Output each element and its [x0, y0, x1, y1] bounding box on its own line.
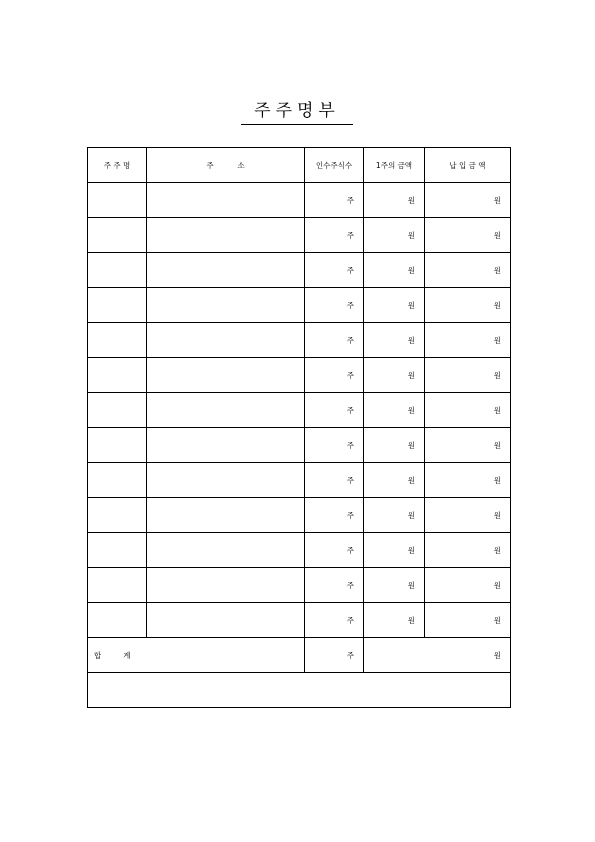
address-cell[interactable] [147, 393, 305, 428]
table-row [88, 358, 511, 393]
par-value-cell[interactable]: 원 [364, 253, 425, 288]
shares-cell[interactable]: 주 [305, 218, 364, 253]
header-paid-amount: 납 입 금 액 [425, 148, 511, 183]
shares-cell[interactable]: 주 [305, 358, 364, 393]
par-value-cell[interactable]: 원 [364, 218, 425, 253]
par-value-cell[interactable]: 원 [364, 498, 425, 533]
paid-amount-cell[interactable]: 원 [425, 603, 511, 638]
table-row [88, 288, 511, 323]
remarks-row [88, 673, 511, 708]
shares-cell[interactable]: 주 [305, 428, 364, 463]
address-cell[interactable] [147, 568, 305, 603]
address-cell[interactable] [147, 288, 305, 323]
total-label-second: 계 [123, 650, 131, 660]
name-cell[interactable] [88, 498, 147, 533]
table-row [88, 218, 511, 253]
name-cell[interactable] [88, 323, 147, 358]
paid-amount-cell[interactable]: 원 [425, 498, 511, 533]
address-cell[interactable] [147, 323, 305, 358]
paid-amount-cell[interactable]: 원 [425, 533, 511, 568]
table-row [88, 253, 511, 288]
name-cell[interactable] [88, 358, 147, 393]
shares-cell[interactable]: 주 [305, 603, 364, 638]
header-par-value: 1주의 금액 [364, 148, 425, 183]
shares-cell[interactable]: 주 [305, 568, 364, 603]
paid-amount-cell[interactable]: 원 [425, 463, 511, 498]
table-row [88, 323, 511, 358]
remarks-cell[interactable] [88, 673, 511, 708]
address-cell[interactable] [147, 463, 305, 498]
total-row [88, 638, 511, 673]
header-address: 주 소 [147, 148, 305, 183]
shares-cell[interactable]: 주 [305, 288, 364, 323]
par-value-cell[interactable]: 원 [364, 393, 425, 428]
total-shares-cell[interactable]: 주 [305, 638, 364, 673]
paid-amount-cell[interactable]: 원 [425, 183, 511, 218]
shares-cell[interactable]: 주 [305, 253, 364, 288]
address-cell[interactable] [147, 253, 305, 288]
table-row [88, 568, 511, 603]
par-value-cell[interactable]: 원 [364, 323, 425, 358]
paid-amount-cell[interactable]: 원 [425, 288, 511, 323]
par-value-cell[interactable]: 원 [364, 568, 425, 603]
paid-amount-cell[interactable]: 원 [425, 323, 511, 358]
par-value-cell[interactable]: 원 [364, 358, 425, 393]
table-row [88, 498, 511, 533]
shares-cell[interactable]: 주 [305, 463, 364, 498]
name-cell[interactable] [88, 218, 147, 253]
shares-cell[interactable]: 주 [305, 323, 364, 358]
header-shareholder-name: 주 주 명 [88, 148, 147, 183]
shares-cell[interactable]: 주 [305, 393, 364, 428]
address-cell[interactable] [147, 498, 305, 533]
name-cell[interactable] [88, 393, 147, 428]
header-row [88, 148, 511, 183]
total-label [88, 638, 305, 673]
par-value-cell[interactable]: 원 [364, 428, 425, 463]
name-cell[interactable] [88, 533, 147, 568]
table-row [88, 428, 511, 463]
table-row [88, 393, 511, 428]
address-cell[interactable] [147, 218, 305, 253]
name-cell[interactable] [88, 568, 147, 603]
table-row [88, 463, 511, 498]
address-cell[interactable] [147, 183, 305, 218]
paid-amount-cell[interactable]: 원 [425, 218, 511, 253]
shares-cell[interactable]: 주 [305, 533, 364, 568]
total-amount-cell[interactable]: 원 [364, 638, 511, 673]
paid-amount-cell[interactable]: 원 [425, 393, 511, 428]
par-value-cell[interactable]: 원 [364, 463, 425, 498]
par-value-cell[interactable]: 원 [364, 183, 425, 218]
table-row [88, 533, 511, 568]
name-cell[interactable] [88, 288, 147, 323]
address-cell[interactable] [147, 603, 305, 638]
paid-amount-cell[interactable]: 원 [425, 568, 511, 603]
paid-amount-cell[interactable]: 원 [425, 253, 511, 288]
par-value-cell[interactable]: 원 [364, 288, 425, 323]
address-cell[interactable] [147, 428, 305, 463]
address-cell[interactable] [147, 358, 305, 393]
par-value-cell[interactable]: 원 [364, 533, 425, 568]
table-row [88, 603, 511, 638]
name-cell[interactable] [88, 603, 147, 638]
name-cell[interactable] [88, 183, 147, 218]
table-row [88, 183, 511, 218]
address-cell[interactable] [147, 533, 305, 568]
shares-cell[interactable]: 주 [305, 498, 364, 533]
par-value-cell[interactable]: 원 [364, 603, 425, 638]
name-cell[interactable] [88, 253, 147, 288]
header-subscribed-shares: 인수주식수 [305, 148, 364, 183]
shareholder-register-table [87, 147, 511, 708]
shares-cell[interactable]: 주 [305, 183, 364, 218]
name-cell[interactable] [88, 463, 147, 498]
total-label-first: 합 [94, 650, 102, 660]
name-cell[interactable] [88, 428, 147, 463]
document-title: 주주명부 [241, 96, 353, 125]
paid-amount-cell[interactable]: 원 [425, 428, 511, 463]
paid-amount-cell[interactable]: 원 [425, 358, 511, 393]
